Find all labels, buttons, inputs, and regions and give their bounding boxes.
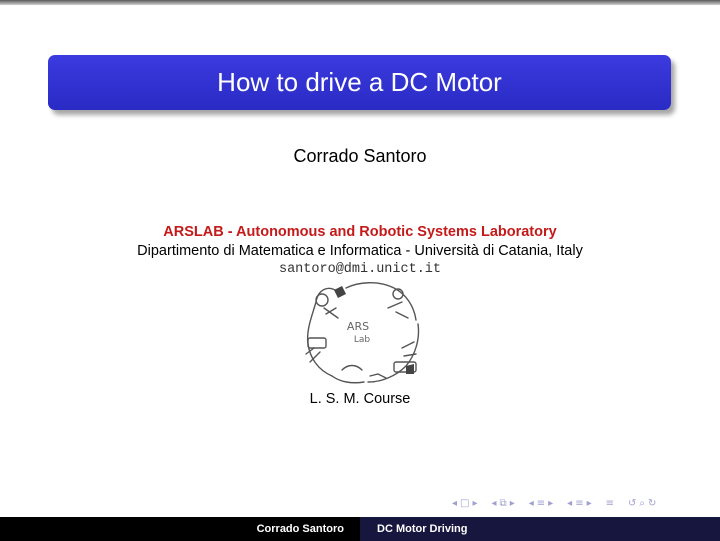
nav-search-icon[interactable]: ⌕	[639, 498, 646, 509]
lab-name: ARSLAB - Autonomous and Robotic Systems Laboratory	[163, 224, 557, 240]
author-name: Corrado Santoro	[293, 146, 427, 166]
course-name: L. S. M. Course	[309, 391, 411, 407]
nav-frame-icon[interactable]: □	[460, 498, 470, 509]
nav-next-subsection-icon[interactable]: ▸	[509, 498, 515, 509]
beamer-navigation	[452, 497, 714, 511]
nav-prev-section-icon[interactable]: ◂	[528, 498, 534, 509]
nav-align-icon[interactable]: ≡	[605, 498, 615, 509]
nav-subsection-icon[interactable]: ⧉	[499, 498, 507, 509]
nav-prev-chapter-icon[interactable]: ◂	[567, 498, 573, 509]
footer-bar	[0, 517, 720, 541]
nav-next-chapter-icon[interactable]: ▸	[586, 498, 592, 509]
nav-section-icon[interactable]: ≡	[536, 498, 546, 509]
arslab-logo	[298, 278, 422, 386]
top-rule	[0, 0, 720, 5]
department-name: Dipartimento di Matematica e Informatica - Università di Catania, Italy	[137, 243, 583, 259]
footer-author: Corrado Santoro	[0, 517, 360, 541]
nav-forward-icon[interactable]: ↻	[648, 498, 657, 509]
nav-chapter-icon[interactable]: ≡	[575, 498, 584, 509]
nav-back-icon[interactable]: ↺	[628, 498, 637, 509]
nav-next-frame-icon[interactable]: ▸	[472, 498, 478, 509]
logo-text-line2: Lab	[353, 335, 371, 345]
footer-short-title: DC Motor Driving	[360, 517, 720, 541]
author-email: santoro@dmi.unict.it	[278, 262, 442, 277]
nav-next-section-icon[interactable]: ▸	[548, 498, 554, 509]
nav-prev-subsection-icon[interactable]: ◂	[491, 498, 497, 509]
nav-prev-frame-icon[interactable]: ◂	[452, 498, 458, 509]
slide-title: How to drive a DC Motor	[217, 67, 502, 97]
logo-text-line1: ARS	[346, 320, 370, 333]
title-box	[48, 55, 671, 110]
